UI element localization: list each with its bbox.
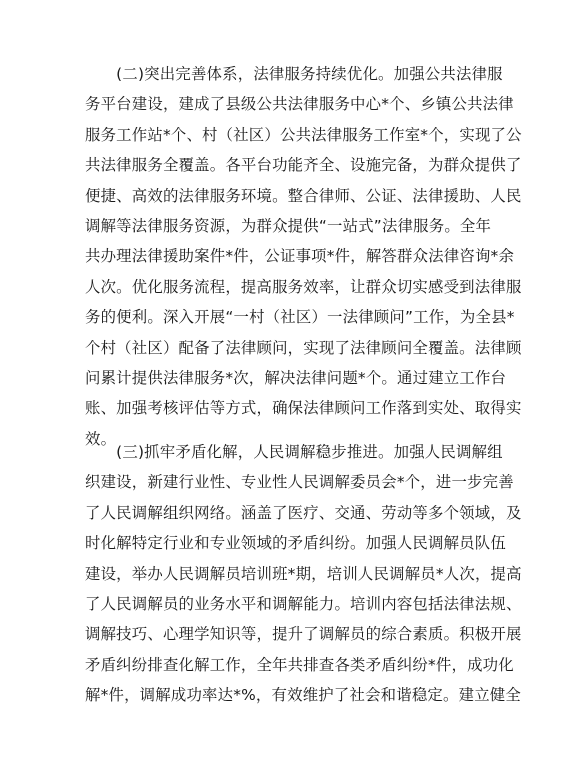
text-line: 便捷、高效的法律服务环境。整合律师、公证、法律援助、人民: [85, 186, 522, 205]
paragraph-legal-services: [85, 59, 522, 454]
text-line: (三)抓牢矛盾化解，人民调解稳步推进。加强人民调解组: [85, 443, 503, 461]
text-line: 务平台建设，建成了县级公共法律服务中心*个、乡镇公共法律: [85, 95, 514, 114]
text-line: 个村（社区）配备了法律顾问，实现了法律顾问全覆盖。法律顾: [85, 338, 522, 357]
text-line: 共法律服务全覆盖。各平台功能齐全、设施完备，为群众提供了: [85, 156, 522, 175]
text-line: 人次。优化服务流程，提高服务效率，让群众切实感受到法律服: [85, 277, 522, 296]
text-line: 了人民调解员的业务水平和调解能力。培训内容包括法律法规、: [85, 594, 522, 613]
text-line: 问累计提供法律服务*次，解决法律问题*个。通过建立工作台: [85, 368, 507, 387]
text-line: 效。: [85, 429, 117, 448]
text-line: 建设，举办人民调解员培训班*期，培训人民调解员*人次，提高: [85, 564, 522, 583]
text-line: (二)突出完善体系，法律服务持续优化。加强公共法律服: [85, 65, 503, 83]
text-line: 账、加强考核评估等方式，确保法律顾问工作落到实处、取得实: [85, 399, 522, 418]
text-line: 共办理法律援助案件*件，公证事项*件，解答群众法律咨询*余: [85, 247, 515, 266]
text-line: 务的便利。深入开展“一村（社区）一法律顾问”工作，为全县*: [85, 308, 515, 327]
text-line: 服务工作站*个、村（社区）公共法律服务工作室*个，实现了公: [85, 125, 522, 144]
text-line: 矛盾纠纷排查化解工作，全年共排查各类矛盾纠纷*件，成功化: [85, 655, 514, 674]
text-line: 时化解特定行业和专业领域的矛盾纠纷。加强人民调解员队伍: [85, 534, 506, 553]
text-line: 织建设，新建行业性、专业性人民调解委员会*个，进一步完善: [85, 473, 514, 492]
paragraph-mediation: [85, 437, 522, 711]
text-line: 了人民调解组织网络。涵盖了医疗、交通、劳动等多个领域，及: [85, 503, 522, 522]
text-line: 调解等法律服务资源，为群众提供“一站式”法律服务。全年: [85, 216, 492, 235]
text-line: 调解技巧、心理学知识等，提升了调解员的综合素质。积极开展: [85, 625, 522, 644]
text-line: 解*件，调解成功率达*%，有效维护了社会和谐稳定。建立健全: [85, 686, 521, 705]
